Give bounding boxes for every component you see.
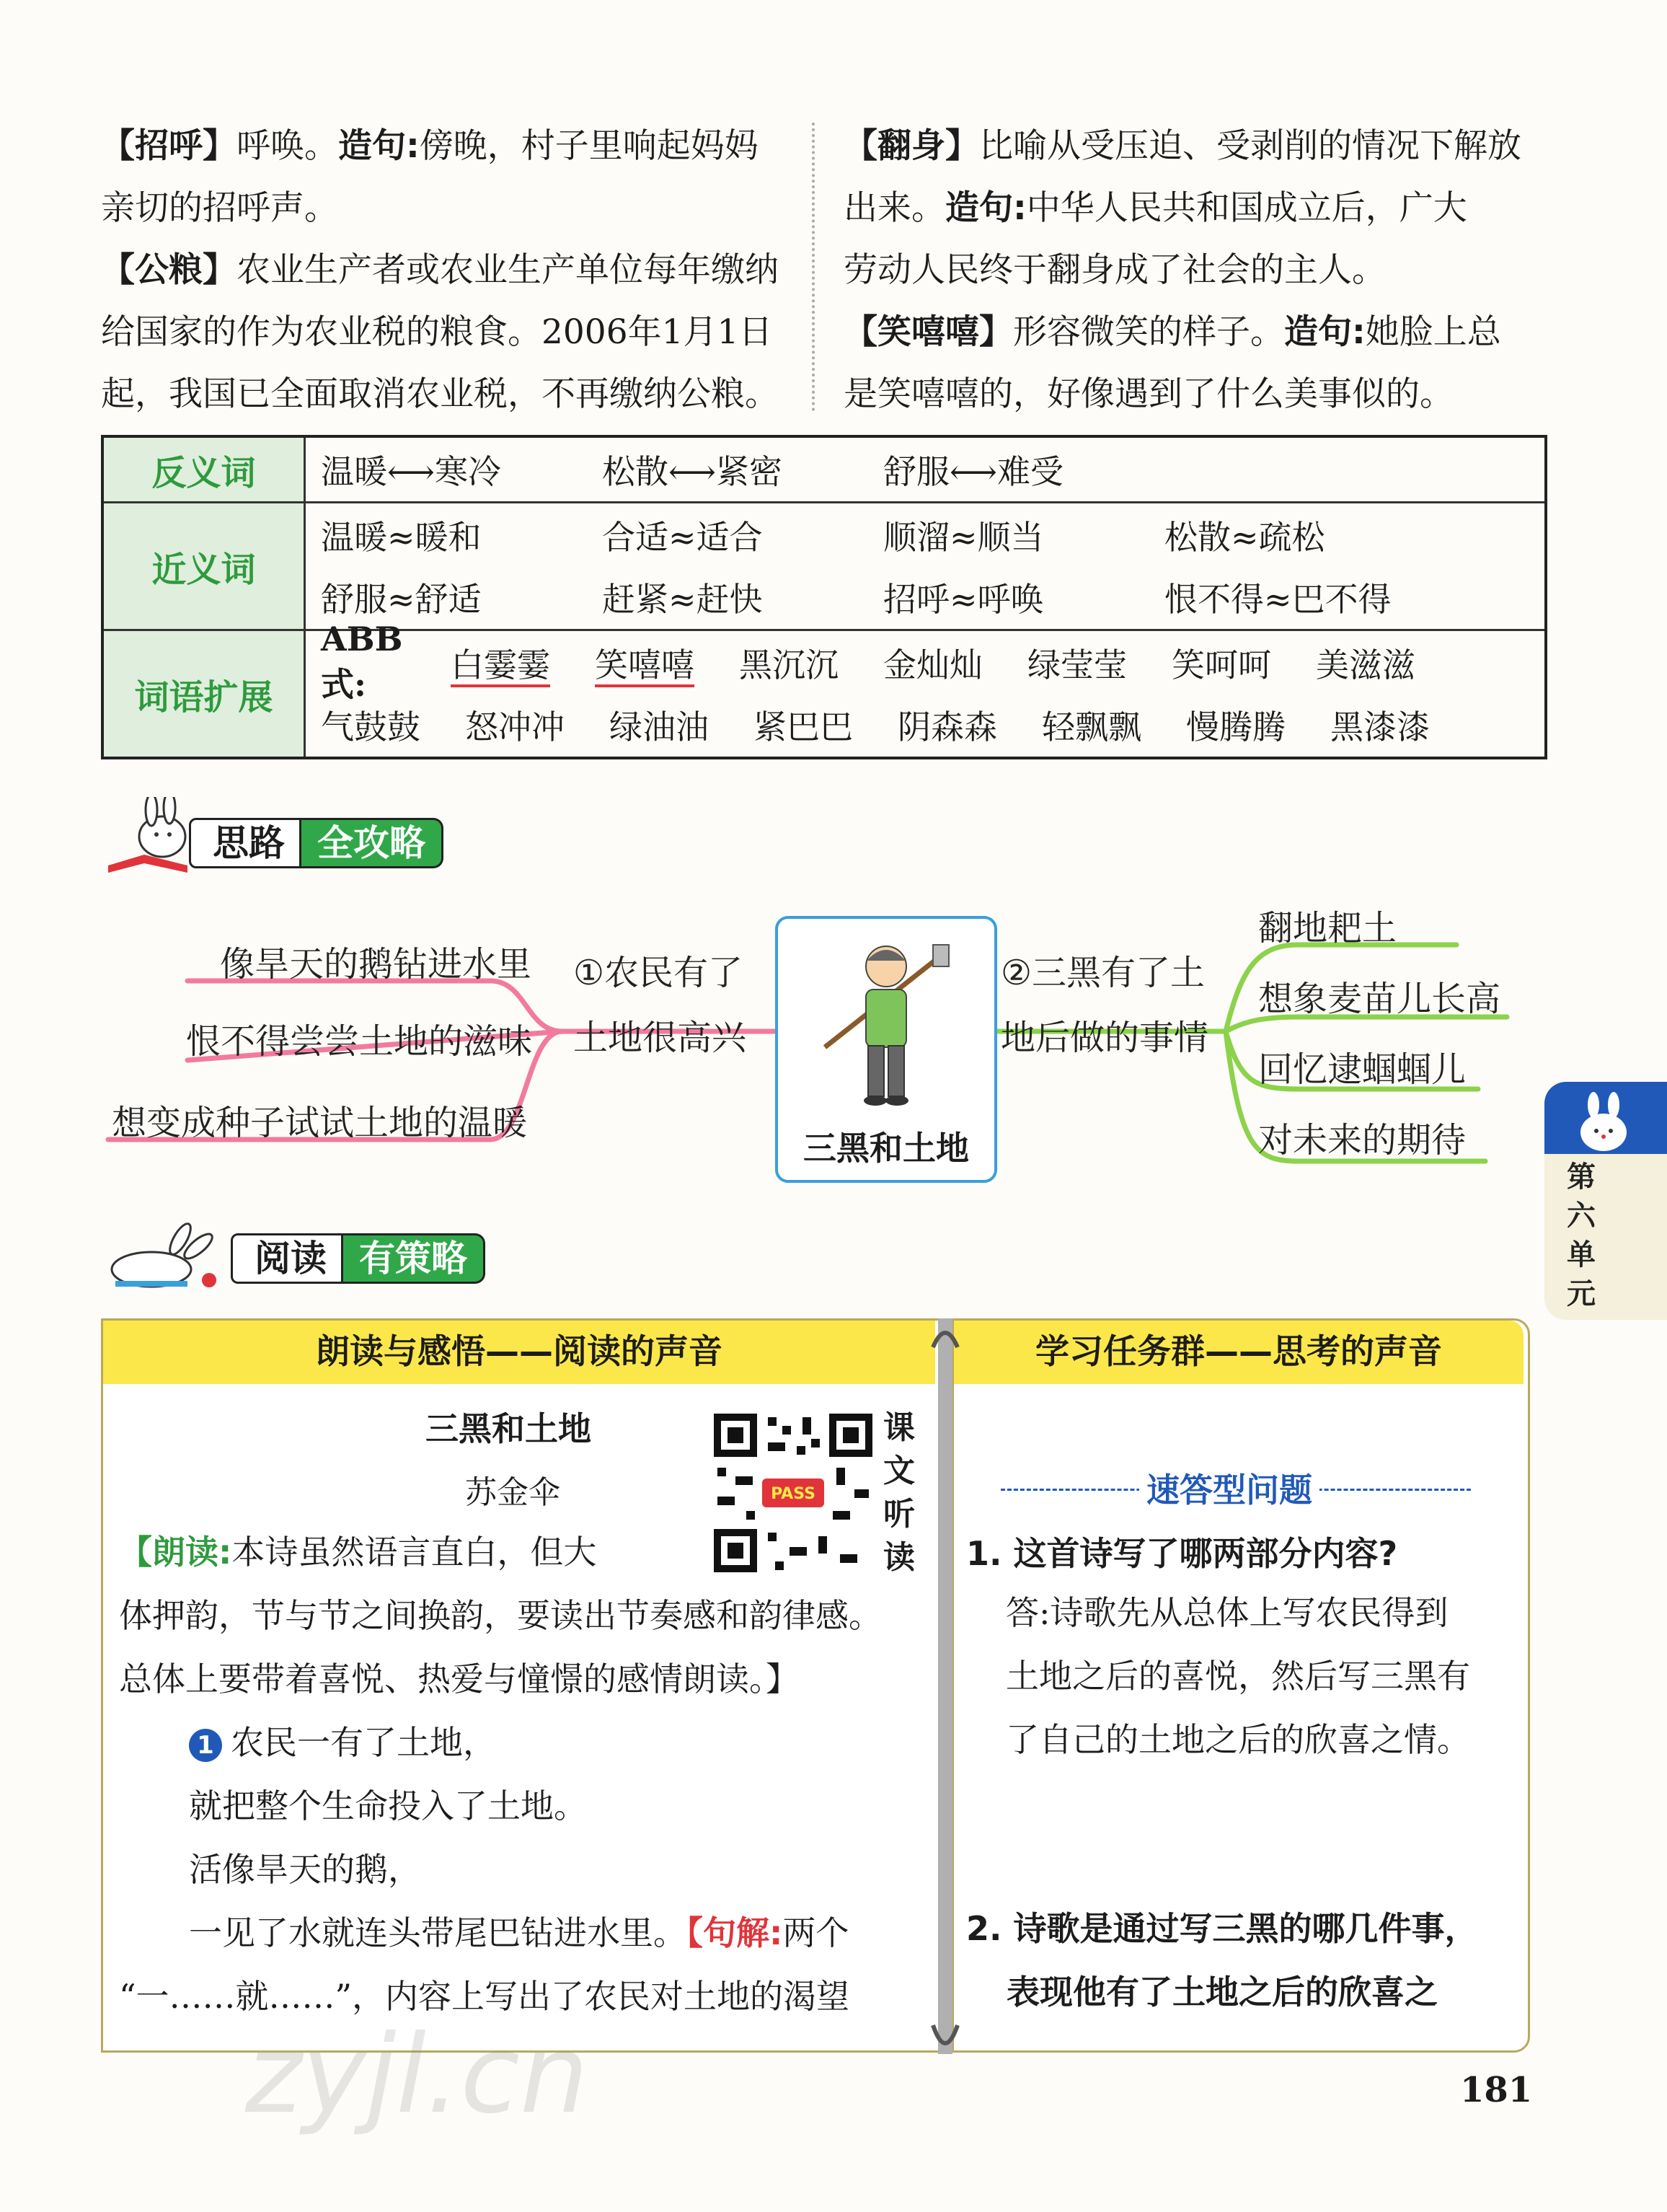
antonym-pair: 松散⟷紧密 [602, 452, 782, 491]
banner-right-text: 全攻略 [301, 818, 443, 868]
abb-word: 气鼓鼓 [321, 708, 420, 746]
question-2 [966, 1897, 1478, 2024]
note-label: 【句解: [686, 1913, 783, 1952]
definition-text: 呼唤。 [236, 126, 338, 166]
abb-word: 白霎霎 [451, 645, 550, 687]
answer-1 [1006, 1581, 1525, 1771]
reading-note [119, 1520, 919, 1711]
watermark: zyjl.cn [245, 2012, 589, 2138]
synonym-pair: 恨不得≈巴不得 [1164, 580, 1392, 619]
abb-word: 美滋滋 [1316, 645, 1415, 684]
expand-header: 词语扩展 [102, 630, 305, 759]
left-branch-label: ①农民有了 [573, 953, 743, 993]
poem-line: 一见了水就连头带尾巴钻进水里。 [189, 1913, 686, 1952]
word-table [101, 435, 1547, 759]
read-text: 本诗虽然语言直白，但大 [231, 1533, 597, 1572]
example-label: 造句: [1284, 312, 1366, 352]
qr-side-char: 读 [883, 1539, 915, 1576]
left-leaf: 想变成种子试试土地的温暖 [112, 1103, 528, 1143]
term-fanshen: 【翻身】 [844, 126, 979, 166]
synonym-pair: 合适≈适合 [602, 518, 763, 557]
abb-word: 黑沉沉 [739, 645, 839, 684]
abb-word: 笑嘻嘻 [595, 645, 694, 687]
poem-line: 就把整个生命投入了土地。 [189, 1786, 587, 1825]
banner-right-text: 有策略 [343, 1233, 485, 1284]
abb-word: 黑漆漆 [1330, 708, 1430, 746]
example-label: 造句: [945, 188, 1027, 228]
section-banner-silu [189, 816, 443, 870]
example-label: 造句: [338, 126, 420, 166]
poem-stanza [189, 1711, 924, 1965]
synonym-pair: 松散≈疏松 [1164, 518, 1325, 557]
right-leaf: 回忆逮蝈蝈儿 [1258, 1049, 1467, 1090]
abb-word: 轻飘飘 [1042, 708, 1141, 746]
term-gongliang: 【公粮】 [101, 250, 236, 290]
definition-line: 劳动人民终于翻身成了社会的主人。 [844, 250, 1386, 290]
note-text: “一……就……”，内容上写出了农民对土地的渴望 [119, 1977, 850, 2016]
abb-word: 金灿灿 [883, 645, 983, 684]
right-leaf: 翻地耙土 [1258, 908, 1397, 948]
page-number: 181 [1460, 2070, 1533, 2110]
unit-char: 单 [1567, 1238, 1596, 1272]
right-leaf: 想象麦苗儿长高 [1258, 979, 1501, 1019]
antonym-cell [305, 436, 1547, 503]
expand-cell [305, 620, 1547, 759]
abb-word: 绿莹莹 [1027, 645, 1127, 684]
unit-label [1563, 1158, 1599, 1313]
definition-line: 亲切的招呼声。 [101, 188, 338, 228]
mindmap-center-label: 三黑和土地 [803, 1129, 969, 1168]
section-title: 速答型问题 [1139, 1464, 1319, 1512]
right-panel-title: 学习任务群——思考的声音 [954, 1321, 1524, 1384]
synonym-pair: 舒服≈舒适 [321, 580, 482, 619]
abb-word: 怒冲冲 [465, 708, 565, 746]
unit-char: 六 [1567, 1199, 1596, 1233]
right-leaf: 对未来的期待 [1258, 1120, 1467, 1160]
definition-line: 起，我国已全面取消农业税，不再缴纳公粮。 [101, 374, 779, 414]
abb-word: 绿油油 [609, 708, 709, 746]
definition-text: 出来。 [844, 188, 945, 228]
definition-text: 形容微笑的样子。 [1013, 312, 1284, 352]
term-xiaoxixi: 【笑嘻嘻】 [844, 312, 1013, 352]
unit-char: 第 [1567, 1160, 1596, 1194]
note-text: 两个 [782, 1913, 849, 1952]
poem-line: 农民一有了土地， [231, 1723, 496, 1762]
abb-word: 慢腾腾 [1186, 708, 1286, 746]
example-text: 中华人民共和国成立后，广大 [1026, 188, 1467, 228]
question-line: 表现他有了土地之后的欣喜之 [1007, 1973, 1438, 2011]
definitions-right [844, 115, 1550, 426]
definition-text: 农业生产者或农业生产单位每年缴纳 [236, 250, 779, 290]
antonym-pair: 温暖⟷寒冷 [321, 452, 501, 491]
banner-left-text: 思路 [189, 818, 301, 868]
unit-char: 元 [1567, 1277, 1596, 1310]
qr-side-char: 文 [883, 1453, 915, 1489]
answer-line: 了自己的土地之后的欣喜之情。 [1006, 1720, 1470, 1759]
definitions-left [101, 115, 786, 426]
abb-word: 笑呵呵 [1172, 645, 1271, 684]
rabbit-face-icon [1572, 1090, 1637, 1155]
abb-word: 紧巴巴 [753, 708, 853, 746]
abb-label: ABB 式: [321, 620, 403, 704]
synonym-cell [305, 503, 1547, 630]
question-1: 1. 这首诗写了哪两部分内容? [966, 1534, 1398, 1573]
left-panel-title: 朗读与感悟——阅读的声音 [103, 1321, 935, 1384]
read-label: 【朗读: [119, 1533, 232, 1572]
poem-line: 活像旱天的鹅， [189, 1850, 421, 1889]
answer-line: 土地之后的喜悦，然后写三黑有 [1006, 1657, 1470, 1696]
term-zhaohu: 【招呼】 [101, 126, 236, 166]
poem-title: 三黑和土地 [425, 1409, 591, 1448]
section-banner-yuedu [231, 1232, 485, 1285]
abb-word: 阴森森 [898, 708, 997, 746]
read-text: 总体上要带着喜悦、热爱与憧憬的感情朗读。】 [119, 1660, 799, 1698]
left-leaf: 恨不得尝尝土地的滋味 [186, 1021, 533, 1062]
rabbit-lying-icon [101, 1219, 231, 1298]
qr-side-char: 听 [883, 1496, 915, 1533]
column-divider [812, 123, 815, 411]
definition-text: 比喻从受压迫、受剥削的情况下解放 [979, 126, 1521, 166]
poem-author: 苏金伞 [465, 1474, 560, 1511]
synonym-pair: 招呼≈呼唤 [883, 580, 1044, 619]
right-branch-label: 地后做的事情 [1001, 1018, 1209, 1058]
qr-badge-text: PASS [771, 1485, 815, 1503]
mindmap-center [775, 916, 997, 1183]
antonym-header: 反义词 [102, 436, 305, 503]
left-leaf: 像旱天的鹅钻进水里 [220, 944, 532, 984]
answer-line: 答:诗歌先从总体上写农民得到 [1006, 1593, 1449, 1632]
example-text: 傍晚，村子里响起妈妈 [419, 126, 759, 166]
synonym-header: 近义词 [102, 503, 305, 630]
example-text: 她脸上总 [1365, 312, 1501, 352]
stanza-number-badge: 1 [189, 1729, 222, 1762]
synonym-pair: 顺溜≈顺当 [883, 518, 1044, 557]
banner-left-text: 阅读 [231, 1233, 343, 1284]
question-line: 2. 诗歌是通过写三黑的哪几件事， [966, 1909, 1478, 1948]
left-branch-label: 土地很高兴 [573, 1018, 747, 1058]
synonym-pair: 赶紧≈赶快 [602, 580, 763, 619]
qr-side-char: 课 [883, 1409, 915, 1446]
synonym-pair: 温暖≈暖和 [321, 518, 482, 557]
definition-line: 是笑嘻嘻的，好像遇到了什么美事似的。 [844, 374, 1454, 414]
farmer-with-hoe-icon [818, 932, 955, 1112]
definition-line: 给国家的作为农业税的粮食。2006年1月1日 [101, 312, 773, 352]
read-text: 体押韵，节与节之间换韵，要读出节奏感和韵律感。 [119, 1596, 882, 1635]
antonym-pair: 舒服⟷难受 [883, 452, 1064, 491]
right-branch-label: ②三黑有了土 [1001, 953, 1206, 993]
